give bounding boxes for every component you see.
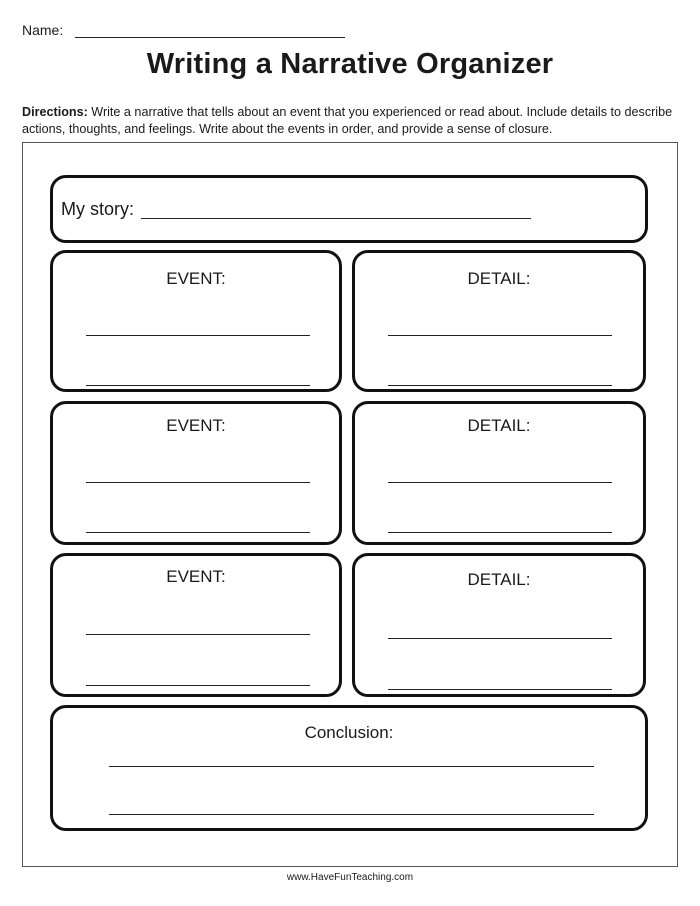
- directions-text: Write a narrative that tells about an event that you experienced or read about. Include details to describe actions, thoughts, and feelings. Write about the events in order, and provide a sense of closure.: [22, 105, 673, 136]
- conclusion-box: [50, 705, 648, 831]
- event-label-3: EVENT:: [166, 567, 226, 586]
- detail-label-3: DETAIL:: [467, 570, 531, 589]
- event-2-line-1[interactable]: [86, 482, 310, 483]
- detail-box-1: [352, 250, 646, 392]
- detail-label-1: DETAIL:: [467, 269, 531, 288]
- detail-box-3: [352, 553, 646, 697]
- detail-2-line-2[interactable]: [388, 532, 612, 533]
- directions-label: Directions:: [22, 105, 88, 119]
- event-1-line-1[interactable]: [86, 335, 310, 336]
- detail-3-line-2[interactable]: [388, 689, 612, 690]
- name-input-line[interactable]: [75, 23, 345, 38]
- directions: [22, 104, 682, 138]
- story-label: My story:: [61, 199, 135, 219]
- story-box: [50, 175, 648, 243]
- page-title: Writing a Narrative Organizer: [146, 48, 554, 80]
- event-3-line-2[interactable]: [86, 685, 310, 686]
- event-box-2: [50, 401, 342, 545]
- event-2-line-2[interactable]: [86, 532, 310, 533]
- detail-3-line-1[interactable]: [388, 638, 612, 639]
- name-label: Name:: [22, 22, 64, 38]
- conclusion-line-2[interactable]: [109, 814, 594, 815]
- detail-1-line-2[interactable]: [388, 385, 612, 386]
- event-box-3: [50, 553, 342, 697]
- detail-2-line-1[interactable]: [388, 482, 612, 483]
- event-3-line-1[interactable]: [86, 634, 310, 635]
- detail-box-2: [352, 401, 646, 545]
- detail-label-2: DETAIL:: [467, 416, 531, 435]
- event-1-line-2[interactable]: [86, 385, 310, 386]
- conclusion-line-1[interactable]: [109, 766, 594, 767]
- story-answer-line[interactable]: [141, 218, 531, 219]
- event-label-1: EVENT:: [166, 269, 226, 288]
- footer-website: www.HaveFunTeaching.com: [286, 872, 414, 883]
- name-field: [22, 22, 345, 38]
- event-box-1: [50, 250, 342, 392]
- detail-1-line-1[interactable]: [388, 335, 612, 336]
- conclusion-label: Conclusion:: [304, 723, 394, 742]
- event-label-2: EVENT:: [166, 416, 226, 435]
